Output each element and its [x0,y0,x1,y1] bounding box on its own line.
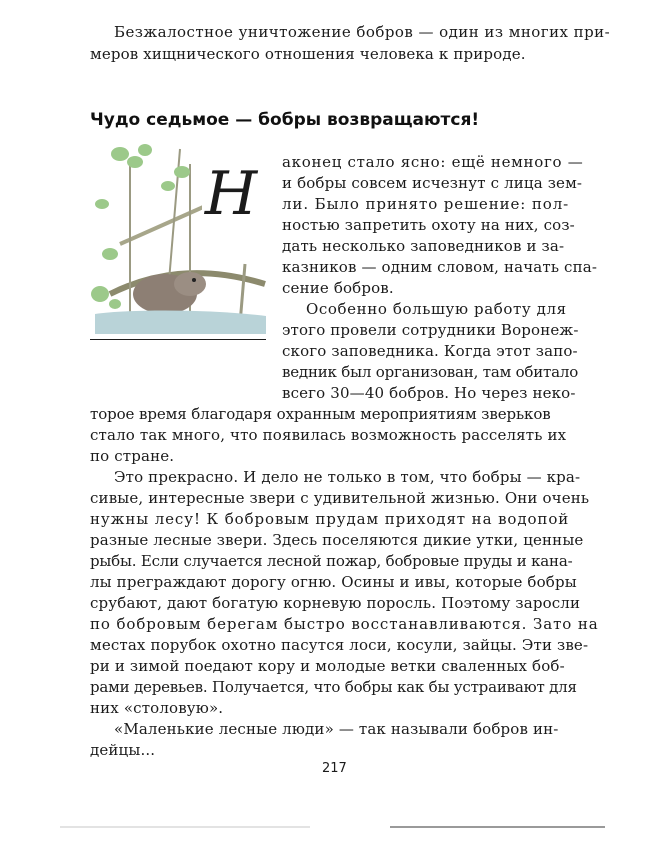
p1-line-4: ностью запретить охоту на них, соз- [282,216,575,234]
p1-line-3: ли. Было принято решение: пол- [282,195,570,213]
intro-line-2: меров хищнического отношения человека к природе. [90,45,526,63]
p2-line-3: ского заповедника. Когда этот запо- [282,342,578,360]
water-icon [95,310,266,334]
p3-line-8: по бобровым берегам быстро восстанавливаются. Зато на [90,615,599,633]
bottom-rule-right [390,826,605,828]
p3-line-12: них «столовую». [90,699,224,717]
intro-line-1: Безжалостное уничтожение бобров — один из многих при- [114,23,611,41]
p2-line-4: ведник был организован, там обитало [282,363,579,381]
p2-line-1: Особенно большую работу для [306,300,567,318]
p3-line-4: разные лесные звери. Здесь поселяются дикие утки, ценные [90,531,584,549]
p1-line-2: и бобры совсем исчезнут с лица зем- [282,174,583,192]
bottom-rule [60,826,310,828]
p1-line-1: аконец стало ясно: ещё немного — [282,153,584,171]
p4-line-1: «Маленькие лесные люди» — так называли бобров ин- [114,720,559,738]
p2-line-8: по стране. [90,447,175,465]
p3-line-7: срубают, дают богатую корневую поросль. Поэтому заросли [90,594,581,612]
p2-line-5: всего 30—40 бобров. Но через неко- [282,384,576,402]
p3-line-2: сивые, интересные звери с удивительной жизнью. Они очень [90,489,590,507]
p3-line-9: местах порубок охотно пасутся лоси, косули, зайцы. Эти зве- [90,636,589,654]
p3-line-5: рыбы. Если случается лесной пожар, бобровые пруды и кана- [90,552,573,570]
p3-line-6: лы преграждают дорогу огню. Осины и ивы, которые бобры [90,573,577,591]
p4-line-2: дейцы... [90,741,156,759]
p2-line-2: этого провели сотрудники Воронеж- [282,321,579,339]
p3-line-11: рами деревьев. Получается, что бобры как бы устраивают для [90,678,577,696]
section-title: Чудо седьмое — бобры возвращаются! [90,110,480,130]
p2-line-7: стало так много, что появилась возможность расселять их [90,426,567,444]
p1-line-5: дать несколько заповедников и за- [282,237,565,255]
p2-line-6: торое время благодаря охранным мероприятиям зверьков [90,405,551,423]
p3-line-10: ри и зимой поедают кору и молодые ветки сваленных боб- [90,657,565,675]
page-number: 217 [322,761,347,776]
p3-line-3: нужны лесу! К бобровым прудам приходят на водопой [90,510,570,528]
drop-cap: Н [204,159,258,229]
p1-line-7: сение бобров. [282,279,394,297]
p3-line-1: Это прекрасно. И дело не только в том, что бобры — кра- [114,468,581,486]
p1-line-6: казников — одним словом, начать спа- [282,258,598,276]
beaver-illustration [90,144,266,340]
